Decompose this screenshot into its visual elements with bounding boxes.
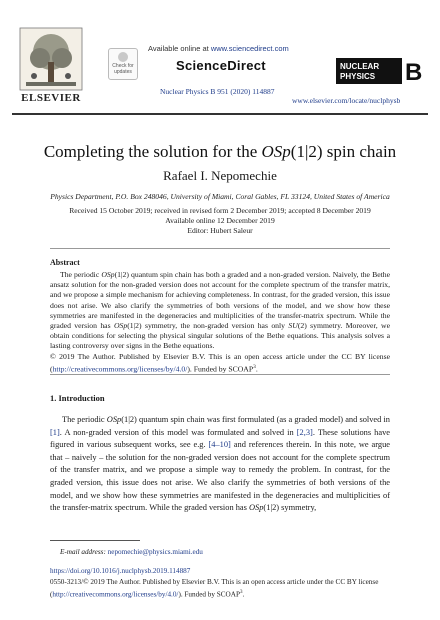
abstract-bottom-divider (50, 374, 390, 375)
section-heading-introduction: 1. Introduction (50, 393, 105, 403)
inline-link[interactable]: http://creativecommons.org/licenses/by/4.0/ (52, 364, 188, 374)
paper-title: Completing the solution for the OSp(1|2) spin chain (43, 142, 397, 161)
check-for-updates-badge[interactable] (108, 48, 138, 80)
inline-link[interactable]: [4–10] (208, 440, 231, 450)
footnote-divider (50, 540, 140, 541)
abstract-body (50, 270, 390, 375)
email-link[interactable]: nepomechie@physics.miami.edu (107, 548, 203, 556)
author-name: Rafael I. Nepomechie (163, 168, 277, 183)
introduction-paragraph: The periodic OSp(1|2) quantum spin chain was first formulated (as a graded model) and solved in [1]. A non-graded version of this model was formulated and solved in [2,3]. These solutions have figured in various subsequent works, see e.g. [4–10] and references therein. In this note, we argue that – naively – the solution for the non-graded version does not account for the complete spectrum of the transfer matrix, and we propose a simple way to remedy the problem. In contrast, for the graded version, this issue does not arise. We also clarify the symmetries of both versions of the model, and we show how these symmetries are manifested in the degeneracies and multiplicities of the transfer-matrix spectrum. While the graded version has OSp(1|2) symmetry, (50, 415, 391, 513)
author-email: E-mail address: nepomechie@physics.miami.edu (60, 548, 203, 556)
inline-link[interactable]: http://creativecommons.org/licenses/by/4.0/ (52, 589, 179, 598)
journal-logo-line1: NUCLEAR (340, 62, 380, 71)
abstract-paragraph: The periodic OSp(1|2) quantum spin chain has both a graded and a non-graded version. Naively, the Bethe ansatz solution for the non-graded version does not account for the complete spectrum of the transfer matrix, and we propose a simple mechanism for achieving completeness. In contrast, for the graded version, this issue does not arise. We also clarify the symmetries of both versions of the model, and we show how these symmetries are manifested in the degeneracies and multiplicities of the transfer-matrix spectrum. While the graded version has OSp(1|2) symmetry, the non-graded version has only SU(2) symmetry. Moreover, we obtain conditions for selecting the physical singular solutions of the Bethe equations. This analysis solves a lasting controversy over signs in the Bethe equations. (50, 270, 390, 351)
journal-homepage-link[interactable]: www.elsevier.com/locate/nuclphysb (292, 96, 401, 105)
journal-logo-line2: PHYSICS (340, 72, 376, 81)
affiliation: Physics Department, P.O. Box 248046, University of Miami, Coral Gables, FL 33124, United States of America (50, 192, 390, 201)
publisher-name: ELSEVIER (21, 92, 81, 104)
introduction-body (50, 414, 390, 515)
article-dates (0, 206, 440, 236)
check-updates-label: Check for updates (112, 63, 134, 75)
issn-license: 0550-3213/© 2019 The Author. Published by Elsevier B.V. This is an open access article under the CC BY license (http://creativecommons.org/licenses/by/4.0/). Funded by SCOAP$^3$. (50, 578, 379, 598)
online-date: Available online 12 December 2019 (165, 216, 275, 225)
available-online: Available online at www.sciencedirect.com (148, 44, 289, 53)
abstract-heading: Abstract (50, 258, 80, 267)
doi-link[interactable]: https://doi.org/10.1016/j.nuclphysb.2019.114887 (50, 567, 191, 575)
journal-citation[interactable]: Nuclear Physics B 951 (2020) 114887 (160, 87, 275, 96)
sciencedirect-link[interactable]: www.sciencedirect.com (210, 44, 289, 53)
journal-logo-letter: B (405, 59, 423, 84)
elsevier-tree-logo (16, 24, 86, 94)
header-divider (12, 113, 428, 115)
platform-name: ScienceDirect (176, 58, 266, 73)
journal-logo (336, 58, 426, 84)
editor: Editor: Hubert Saleur (187, 226, 253, 235)
abstract-top-divider (50, 248, 390, 249)
inline-link[interactable]: [1] (50, 427, 60, 437)
update-check-icon (118, 52, 128, 62)
abstract-license: © 2019 The Author. Published by Elsevier B.V. This is an open access article under the CC BY license (http://creativecommons.org/licenses/by/4.0/). Funded by SCOAP$^3$. (50, 351, 390, 374)
received-dates: Received 15 October 2019; received in revised form 2 December 2019; accepted 8 December 2019 (69, 206, 371, 215)
inline-link[interactable]: [2,3] (296, 427, 313, 437)
